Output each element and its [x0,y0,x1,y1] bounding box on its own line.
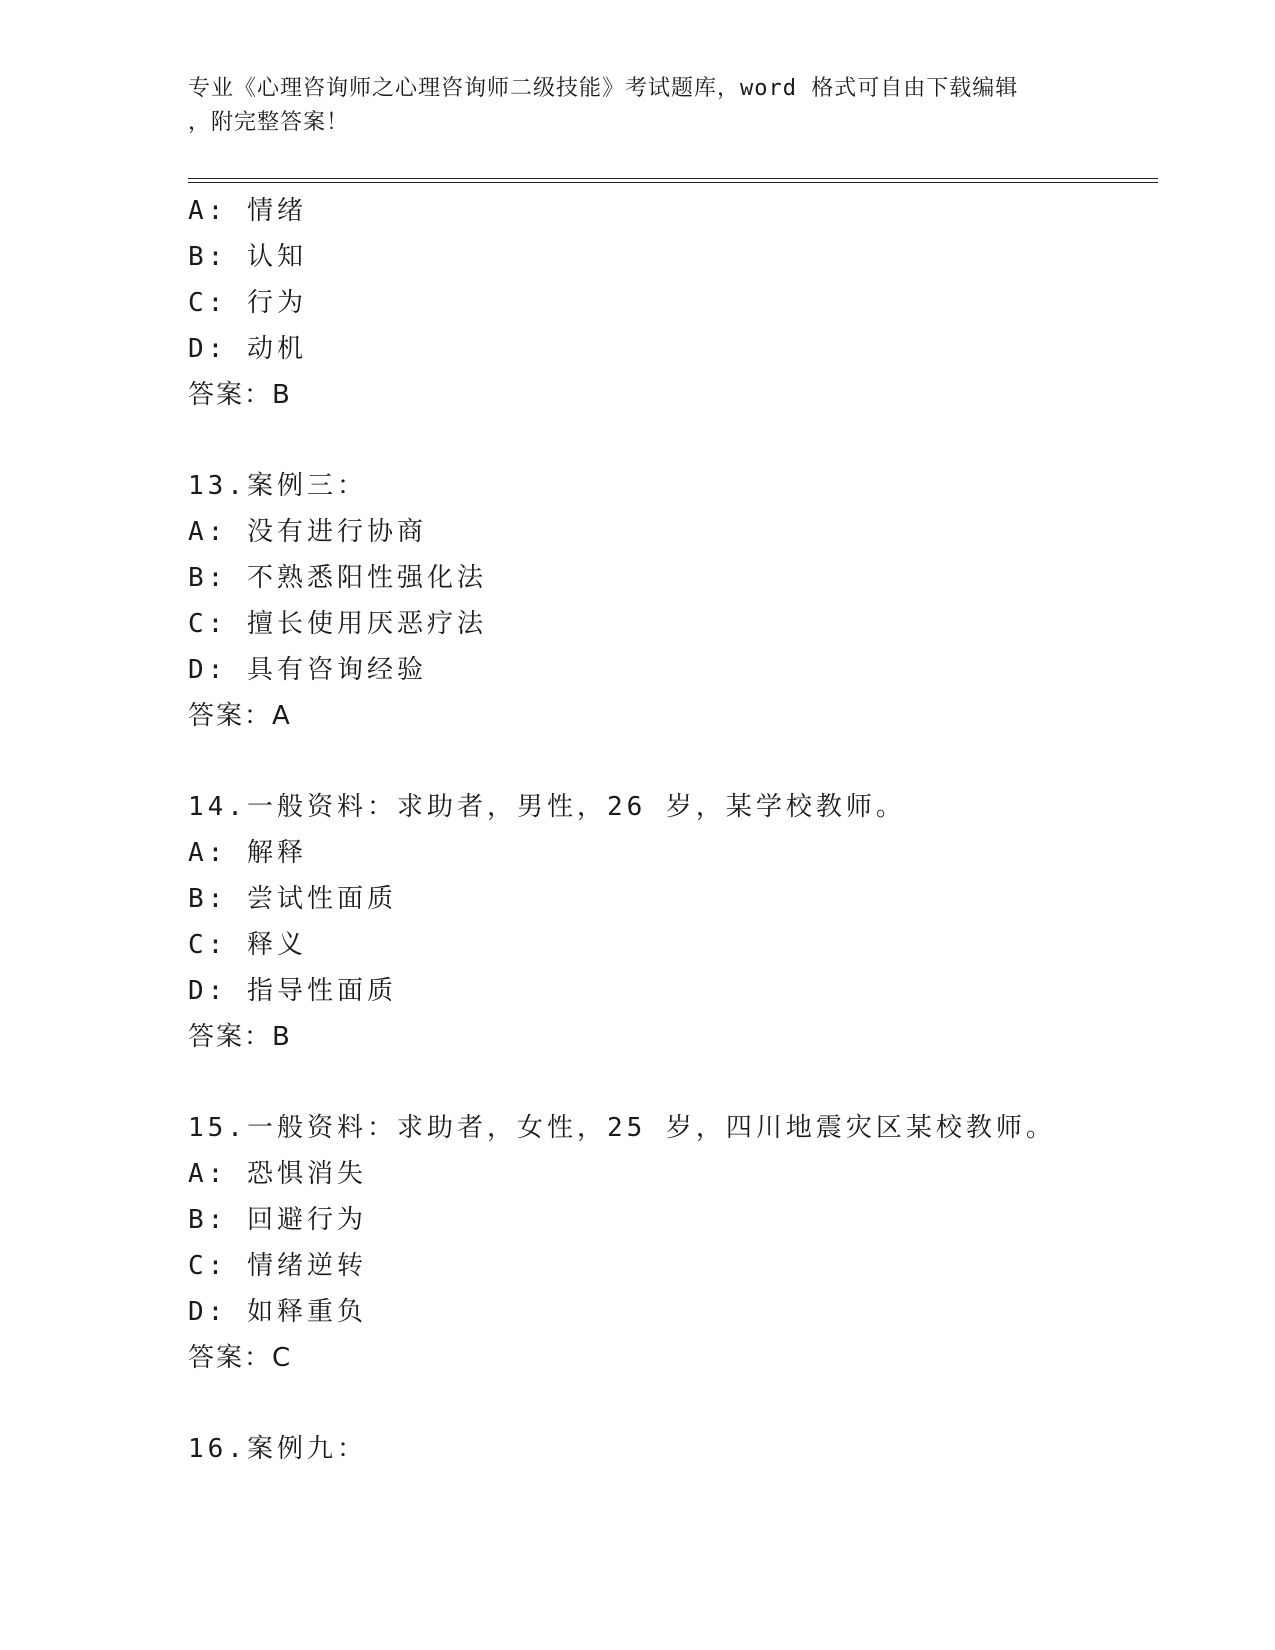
answer-line: 答案：B [188,1022,292,1052]
option-b: B: 认知 [188,242,307,272]
option-a: A: 恐惧消失 [188,1159,367,1189]
option-c: C: 擅长使用厌恶疗法 [188,609,487,639]
spacer [188,1060,1158,1105]
option-c: C: 行为 [188,288,307,318]
question-text: 16.案例九： [188,1434,367,1464]
spacer [188,1381,1158,1426]
option-a: A: 解释 [188,838,307,868]
spacer [188,418,1158,463]
question-12 [188,188,1158,418]
question-text: 14.一般资料：求助者，男性，26 岁，某学校教师。 [188,792,906,822]
question-15 [188,1105,1158,1381]
question-16 [188,1426,1158,1472]
answer-line: 答案：C [188,1343,293,1373]
option-a: A: 没有进行协商 [188,517,427,547]
answer-line: 答案：A [188,701,292,731]
option-c: C: 释义 [188,930,307,960]
option-d: D: 具有咨询经验 [188,655,427,685]
option-b: B: 尝试性面质 [188,884,397,914]
header-title-line1: 专业《心理咨询师之心理咨询师二级技能》考试题库，word 格式可自由下载编辑 [188,76,1019,101]
spacer [188,739,1158,784]
answer-line: 答案：B [188,380,292,410]
header-divider-top [188,178,1158,179]
question-list [188,188,1158,1472]
question-13 [188,463,1158,739]
option-d: D: 如释重负 [188,1297,367,1327]
document-header [188,72,1088,140]
option-d: D: 动机 [188,334,307,364]
question-14 [188,784,1158,1060]
header-title-line2: ，附完整答案！ [188,110,350,135]
question-text: 15.一般资料：求助者，女性，25 岁，四川地震灾区某校教师。 [188,1113,1056,1143]
option-a: A: 情绪 [188,196,307,226]
question-text: 13.案例三： [188,471,367,501]
header-divider-bottom [188,182,1158,183]
option-b: B: 回避行为 [188,1205,367,1235]
option-d: D: 指导性面质 [188,976,397,1006]
option-c: C: 情绪逆转 [188,1251,367,1281]
option-b: B: 不熟悉阳性强化法 [188,563,487,593]
